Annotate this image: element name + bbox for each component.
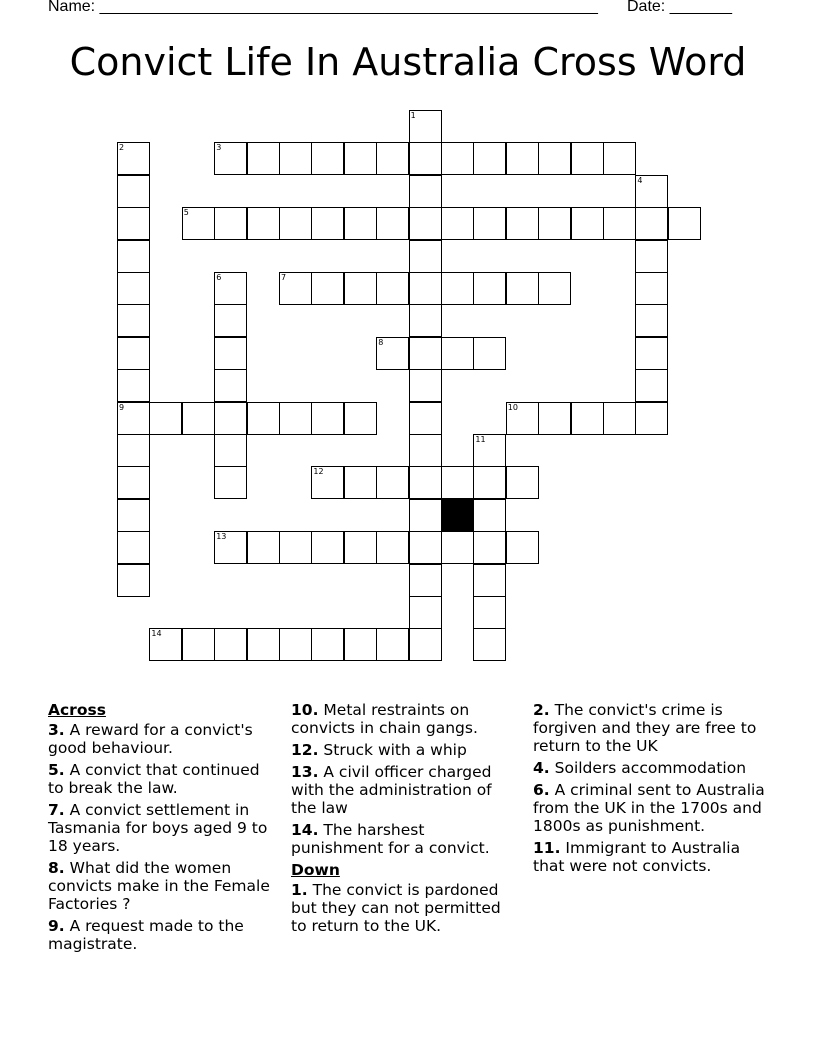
crossword-cell[interactable] bbox=[117, 564, 150, 597]
crossword-cell[interactable] bbox=[117, 402, 150, 435]
crossword-cell[interactable] bbox=[214, 207, 247, 240]
crossword-cell[interactable] bbox=[117, 434, 150, 467]
crossword-cell[interactable] bbox=[441, 142, 474, 175]
crossword-cell[interactable] bbox=[538, 272, 571, 305]
name-line: Name: ________________________________________________________ bbox=[48, 0, 598, 15]
cell-number: 14 bbox=[151, 629, 162, 639]
crossword-cell[interactable] bbox=[279, 531, 312, 564]
crossword-cell[interactable] bbox=[635, 337, 668, 370]
clue-across-10: 10. Metal restraints on convicts in chain gangs. bbox=[291, 701, 478, 737]
crossword-cell[interactable] bbox=[247, 207, 280, 240]
crossword-cell[interactable] bbox=[603, 142, 636, 175]
crossword-cell[interactable] bbox=[506, 142, 539, 175]
crossword-cell[interactable] bbox=[311, 628, 344, 661]
crossword-cell[interactable] bbox=[538, 142, 571, 175]
crossword-cell[interactable] bbox=[117, 531, 150, 564]
crossword-cell[interactable] bbox=[344, 272, 377, 305]
crossword-cell[interactable] bbox=[376, 272, 409, 305]
crossword-cell[interactable] bbox=[117, 142, 150, 175]
crossword-cell[interactable] bbox=[376, 337, 409, 370]
crossword-cell[interactable] bbox=[571, 402, 604, 435]
crossword-cell[interactable] bbox=[344, 531, 377, 564]
crossword-cell[interactable] bbox=[441, 531, 474, 564]
cell-number: 4 bbox=[637, 175, 643, 185]
crossword-cell[interactable] bbox=[117, 240, 150, 273]
cell-number: 7 bbox=[281, 273, 287, 282]
crossword-cell[interactable] bbox=[214, 369, 247, 402]
crossword-black-square bbox=[441, 499, 474, 532]
crossword-cell[interactable] bbox=[344, 142, 377, 175]
clues-column-3 bbox=[533, 701, 765, 879]
crossword-cell[interactable] bbox=[182, 628, 215, 661]
crossword-cell[interactable] bbox=[117, 369, 150, 402]
crossword-cell[interactable] bbox=[149, 402, 182, 435]
cell-number: 10 bbox=[507, 402, 518, 412]
crossword-cell[interactable] bbox=[506, 402, 539, 435]
crossword-cell[interactable] bbox=[182, 207, 215, 240]
crossword-cell[interactable] bbox=[376, 531, 409, 564]
cell-number: 12 bbox=[313, 467, 324, 477]
crossword-cell[interactable] bbox=[473, 628, 506, 661]
crossword-cell[interactable] bbox=[311, 142, 344, 175]
crossword-cell[interactable] bbox=[311, 466, 344, 499]
crossword-cell[interactable] bbox=[117, 272, 150, 305]
crossword-cell[interactable] bbox=[214, 337, 247, 370]
crossword-cell[interactable] bbox=[635, 240, 668, 273]
crossword-cell[interactable] bbox=[247, 142, 280, 175]
crossword-cell[interactable] bbox=[473, 272, 506, 305]
crossword-cell[interactable] bbox=[409, 337, 442, 370]
crossword-cell[interactable] bbox=[344, 207, 377, 240]
crossword-cell[interactable] bbox=[441, 337, 474, 370]
crossword-cell[interactable] bbox=[247, 628, 280, 661]
crossword-cell[interactable] bbox=[506, 531, 539, 564]
crossword-cell[interactable] bbox=[182, 402, 215, 435]
crossword-cell[interactable] bbox=[311, 402, 344, 435]
crossword-cell[interactable] bbox=[214, 531, 247, 564]
crossword-cell[interactable] bbox=[214, 272, 247, 305]
crossword-cell[interactable] bbox=[279, 142, 312, 175]
crossword-cell[interactable] bbox=[409, 142, 442, 175]
crossword-cell[interactable] bbox=[441, 272, 474, 305]
crossword-cell[interactable] bbox=[376, 207, 409, 240]
crossword-cell[interactable] bbox=[635, 304, 668, 337]
crossword-cell[interactable] bbox=[473, 596, 506, 629]
crossword-cell[interactable] bbox=[635, 369, 668, 402]
crossword-cell[interactable] bbox=[214, 434, 247, 467]
crossword-cell[interactable] bbox=[506, 207, 539, 240]
crossword-cell[interactable] bbox=[311, 207, 344, 240]
crossword-cell[interactable] bbox=[571, 142, 604, 175]
date-line: Date: _______ bbox=[627, 0, 732, 15]
cell-number: 6 bbox=[216, 273, 222, 282]
crossword-cell[interactable] bbox=[473, 499, 506, 532]
clue-down-1: 1. The convict is pardoned but they can not permitted to return to the UK. bbox=[291, 881, 501, 935]
crossword-cell[interactable] bbox=[506, 272, 539, 305]
clue-across-5: 5. A convict that continued to break the law. bbox=[48, 761, 260, 797]
crossword-cell[interactable] bbox=[311, 531, 344, 564]
crossword-cell[interactable] bbox=[247, 402, 280, 435]
crossword-cell[interactable] bbox=[635, 402, 668, 435]
crossword-cell[interactable] bbox=[279, 628, 312, 661]
clue-across-3: 3. A reward for a convict's good behaviour. bbox=[48, 721, 253, 757]
crossword-cell[interactable] bbox=[635, 272, 668, 305]
crossword-cell[interactable] bbox=[635, 175, 668, 208]
crossword-cell[interactable] bbox=[117, 499, 150, 532]
crossword-cell[interactable] bbox=[409, 272, 442, 305]
crossword-cell[interactable] bbox=[603, 402, 636, 435]
crossword-cell[interactable] bbox=[409, 175, 442, 208]
crossword-cell[interactable] bbox=[473, 142, 506, 175]
clue-down-6: 6. A criminal sent to Australia from the UK in the 1700s and 1800s as punishment. bbox=[533, 781, 765, 835]
cell-number: 2 bbox=[119, 143, 125, 153]
crossword-cell[interactable] bbox=[409, 304, 442, 337]
crossword-cell[interactable] bbox=[117, 207, 150, 240]
clue-down-4: 4. Soilders accommodation bbox=[533, 759, 747, 777]
cell-number: 8 bbox=[378, 337, 384, 347]
crossword-cell[interactable] bbox=[538, 402, 571, 435]
crossword-cell[interactable] bbox=[441, 207, 474, 240]
cell-number: 11 bbox=[475, 435, 486, 444]
crossword-cell[interactable] bbox=[409, 369, 442, 402]
crossword-cell[interactable] bbox=[214, 142, 247, 175]
crossword-cell[interactable] bbox=[117, 175, 150, 208]
crossword-cell[interactable] bbox=[409, 499, 442, 532]
crossword-cell[interactable] bbox=[409, 531, 442, 564]
crossword-cell[interactable] bbox=[473, 564, 506, 597]
crossword-cell[interactable] bbox=[214, 466, 247, 499]
crossword-cell[interactable] bbox=[376, 142, 409, 175]
crossword-cell[interactable] bbox=[473, 466, 506, 499]
crossword-cell[interactable] bbox=[409, 434, 442, 467]
clue-down-2: 2. The convict's crime is forgiven and they are free to return to the UK bbox=[533, 701, 757, 755]
page-title: Convict Life In Australia Cross Word bbox=[69, 40, 747, 84]
crossword-cell[interactable] bbox=[409, 564, 442, 597]
down-heading: Down bbox=[291, 861, 340, 879]
cell-number: 9 bbox=[119, 402, 125, 412]
crossword-cell[interactable] bbox=[506, 466, 539, 499]
crossword-cell[interactable] bbox=[344, 402, 377, 435]
cell-number: 1 bbox=[410, 111, 416, 120]
clue-across-13: 13. A civil officer charged with the administration of the law bbox=[291, 763, 492, 817]
crossword-cell[interactable] bbox=[473, 337, 506, 370]
crossword-cell[interactable] bbox=[409, 628, 442, 661]
cell-number: 3 bbox=[216, 143, 222, 153]
crossword-cell[interactable] bbox=[409, 402, 442, 435]
crossword-cell[interactable] bbox=[214, 628, 247, 661]
crossword-cell[interactable] bbox=[571, 207, 604, 240]
clue-across-9: 9. A request made to the magistrate. bbox=[48, 917, 244, 953]
crossword-cell[interactable] bbox=[311, 272, 344, 305]
clues-column-1 bbox=[48, 701, 280, 957]
clue-down-11: 11. Immigrant to Australia that were not convicts. bbox=[533, 839, 741, 875]
crossword-cell[interactable] bbox=[279, 207, 312, 240]
crossword-cell[interactable] bbox=[603, 207, 636, 240]
crossword-cell[interactable] bbox=[473, 207, 506, 240]
clue-across-8: 8. What did the women convicts make in the Female Factories ? bbox=[48, 859, 270, 913]
crossword-cell[interactable] bbox=[117, 304, 150, 337]
cell-number: 13 bbox=[216, 532, 227, 542]
crossword-cell[interactable] bbox=[247, 531, 280, 564]
crossword-cell[interactable] bbox=[441, 466, 474, 499]
crossword-cell[interactable] bbox=[473, 434, 506, 467]
crossword-cell[interactable] bbox=[409, 466, 442, 499]
clue-across-12: 12. Struck with a whip bbox=[291, 741, 467, 759]
crossword-cell[interactable] bbox=[668, 207, 701, 240]
crossword-cell[interactable] bbox=[376, 628, 409, 661]
crossword-cell[interactable] bbox=[279, 272, 312, 305]
crossword-cell[interactable] bbox=[214, 304, 247, 337]
crossword-cell[interactable] bbox=[409, 240, 442, 273]
crossword-cell[interactable] bbox=[344, 466, 377, 499]
crossword-cell[interactable] bbox=[409, 207, 442, 240]
clue-across-14: 14. The harshest punishment for a convict. bbox=[291, 821, 490, 857]
crossword-cell[interactable] bbox=[538, 207, 571, 240]
crossword-cell[interactable] bbox=[376, 466, 409, 499]
crossword-cell[interactable] bbox=[473, 531, 506, 564]
crossword-cell[interactable] bbox=[117, 337, 150, 370]
across-heading: Across bbox=[48, 701, 106, 719]
crossword-cell[interactable] bbox=[214, 402, 247, 435]
crossword-cell[interactable] bbox=[409, 596, 442, 629]
cell-number: 5 bbox=[183, 208, 189, 218]
crossword-cell[interactable] bbox=[409, 110, 442, 143]
crossword-cell[interactable] bbox=[279, 402, 312, 435]
clues-column-2 bbox=[291, 701, 516, 939]
clue-across-7: 7. A convict settlement in Tasmania for boys aged 9 to 18 years. bbox=[48, 801, 268, 855]
crossword-cell[interactable] bbox=[635, 207, 668, 240]
crossword-cell[interactable] bbox=[149, 628, 182, 661]
crossword-cell[interactable] bbox=[344, 628, 377, 661]
crossword-cell[interactable] bbox=[117, 466, 150, 499]
